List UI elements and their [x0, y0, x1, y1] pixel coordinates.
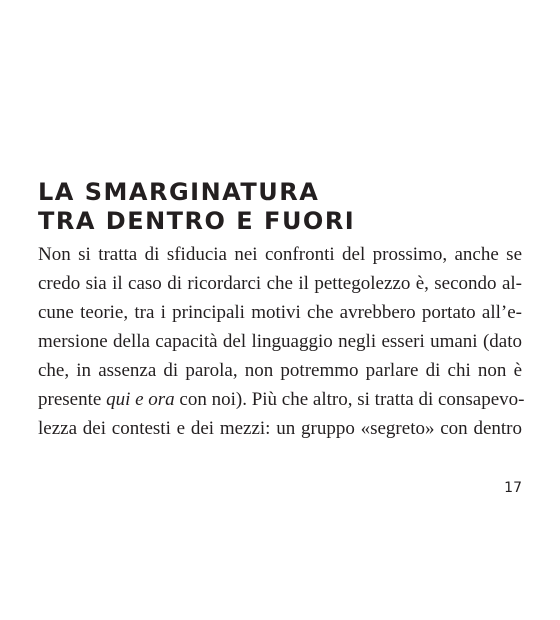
body-line-4: mersione della capacità del linguaggio negli esseri umani (dato: [38, 331, 522, 352]
body-line-2: credo sia il caso di ricordarci che il pettegolezzo è, secondo al-: [38, 273, 522, 294]
body-line-1: Non si tratta di sfiducia nei confronti del prossimo, anche se: [38, 244, 522, 265]
body-line-6: [38, 385, 525, 414]
section-heading-line-2: TRA DENTRO E FUORI: [38, 207, 356, 235]
body-line-5: che, in assenza di parola, non potremmo parlare di chi non è: [38, 360, 522, 381]
page-number: 17: [504, 480, 522, 496]
body-line-6-start: presente: [38, 389, 107, 410]
section-heading: [38, 178, 355, 236]
body-line-6-end: con noi). Più che altro, si tratta di consapevo-: [174, 389, 525, 410]
body-line-3: cune teorie, tra i principali motivi che avrebbero portato all’e-: [38, 302, 522, 323]
section-heading-line-1: LA SMARGINATURA: [38, 178, 320, 206]
body-line-7: lezza dei contesti e dei mezzi: un gruppo «segreto» con dentro: [38, 418, 522, 439]
italic-phrase: qui e ora: [106, 389, 175, 410]
body-paragraph: [38, 240, 525, 443]
